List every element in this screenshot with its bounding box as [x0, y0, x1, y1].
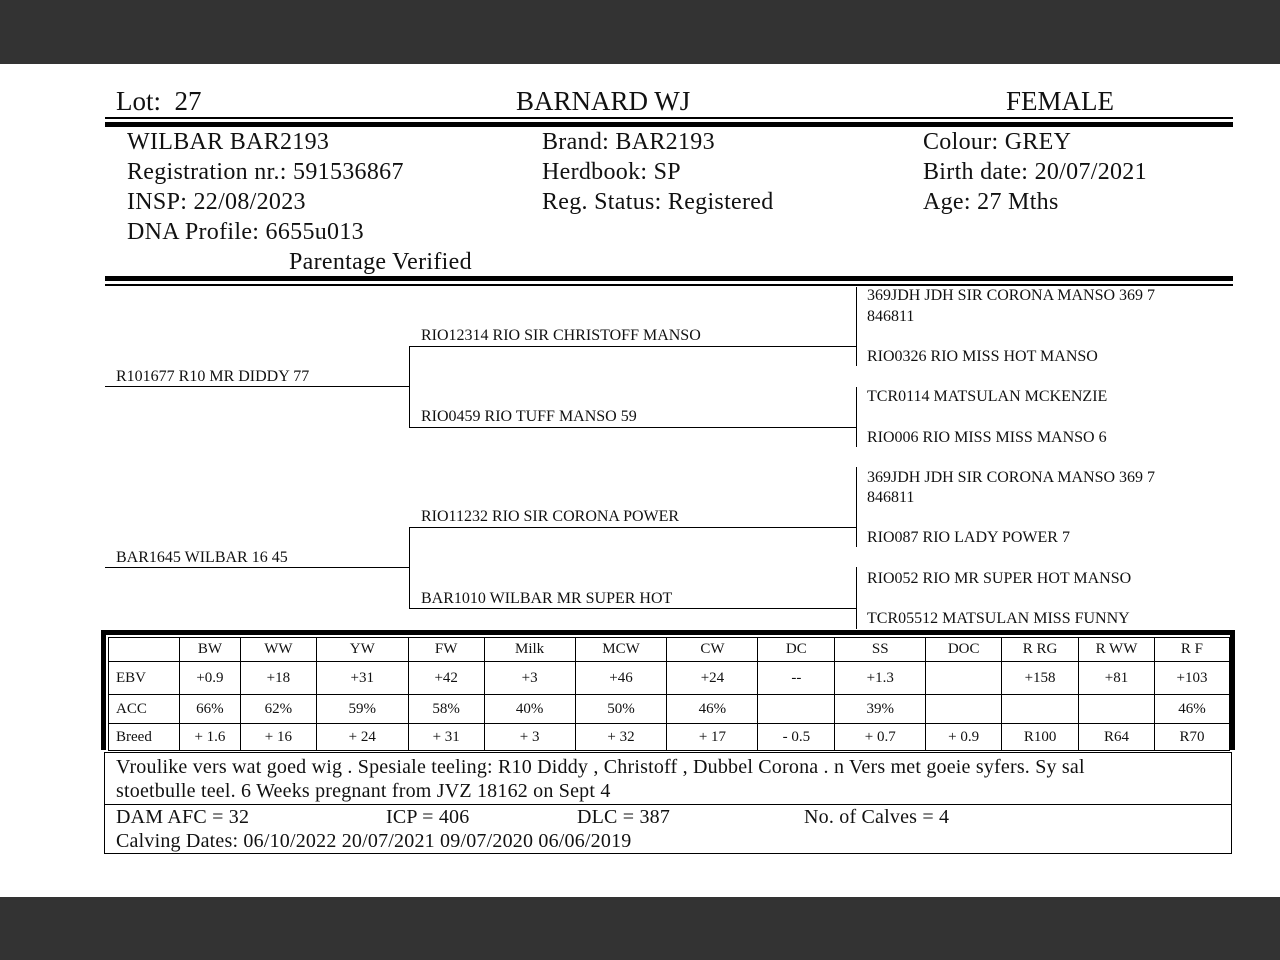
sex-label: FEMALE — [1006, 86, 1114, 116]
ped-line-dam-sire — [409, 527, 856, 528]
ped-vline-g2 — [856, 387, 857, 447]
col-header: WW — [240, 638, 316, 662]
table-cell: +3 — [484, 662, 575, 695]
details-rule-thick — [105, 276, 1233, 281]
header-rule-thick — [105, 122, 1233, 127]
table-cell: +24 — [667, 662, 758, 695]
dna-profile: DNA Profile: 6655u013 — [127, 219, 364, 245]
table-cell: + 0.9 — [926, 724, 1002, 751]
table-cell: R64 — [1079, 724, 1155, 751]
row-label: Breed — [109, 724, 180, 751]
bottom-dark-bar — [0, 897, 1280, 960]
parentage-status: Parentage Verified — [289, 249, 472, 275]
lot-number: 27 — [174, 86, 202, 116]
table-cell: +103 — [1154, 662, 1229, 695]
birth-date: Birth date: 20/07/2021 — [923, 159, 1147, 185]
icp: ICP = 406 — [386, 806, 470, 828]
dam: BAR1645 WILBAR 16 45 — [116, 549, 288, 566]
ped-vline-sire — [409, 346, 410, 427]
table-cell: +18 — [240, 662, 316, 695]
comment-line-2: stoetbulle teel. 6 Weeks pregnant from JVZ 18162 on Sept 4 — [116, 780, 611, 802]
ped-vline-g3 — [856, 467, 857, 547]
table-cell: +42 — [408, 662, 484, 695]
dlc: DLC = 387 — [577, 806, 671, 828]
ggp-3: TCR0114 MATSULAN MCKENZIE — [867, 388, 1108, 405]
table-cell: + 3 — [484, 724, 575, 751]
ggp-1-id: 846811 — [867, 308, 915, 325]
registration-number: Registration nr.: 591536867 — [127, 159, 404, 185]
col-header — [109, 638, 180, 662]
dam-dam: BAR1010 WILBAR MR SUPER HOT — [421, 590, 673, 607]
calving-dates: Calving Dates: 06/10/2022 20/07/2021 09/07/2020 06/06/2019 — [116, 830, 632, 852]
sire-dam: RIO0459 RIO TUFF MANSO 59 — [421, 408, 637, 425]
table-cell: + 16 — [240, 724, 316, 751]
ggp-8: TCR05512 MATSULAN MISS FUNNY — [867, 610, 1130, 627]
col-header: CW — [667, 638, 758, 662]
sire: R101677 R10 MR DIDDY 77 — [116, 368, 310, 385]
table-cell: + 17 — [667, 724, 758, 751]
table-cell: +46 — [575, 662, 667, 695]
ggp-1: 369JDH JDH SIR CORONA MANSO 369 7 — [867, 287, 1156, 304]
table-cell — [1079, 695, 1155, 724]
table-cell: 46% — [667, 695, 758, 724]
col-header: YW — [316, 638, 408, 662]
herdbook: Herdbook: SP — [542, 159, 681, 185]
ped-vline-g4 — [856, 567, 857, 629]
ggp-5-id: 846811 — [867, 489, 915, 506]
acc-row — [109, 695, 1230, 724]
top-dark-bar — [0, 0, 1280, 64]
ggp-5: 369JDH JDH SIR CORONA MANSO 369 7 — [867, 469, 1156, 486]
table-cell — [758, 695, 835, 724]
ped-line-sire-dam — [409, 427, 856, 428]
dam-sire: RIO11232 RIO SIR CORONA POWER — [421, 508, 680, 525]
header-rule-thin — [105, 117, 1233, 119]
col-header: R RG — [1002, 638, 1079, 662]
table-cell: +0.9 — [179, 662, 240, 695]
table-cell: 62% — [240, 695, 316, 724]
col-header: DOC — [926, 638, 1002, 662]
col-header: SS — [835, 638, 926, 662]
ggp-2: RIO0326 RIO MISS HOT MANSO — [867, 348, 1098, 365]
ped-line-dam-dam — [409, 608, 856, 609]
table-cell: + 24 — [316, 724, 408, 751]
age: Age: 27 Mths — [923, 189, 1059, 215]
table-cell: 66% — [179, 695, 240, 724]
col-header: BW — [179, 638, 240, 662]
table-cell: + 31 — [408, 724, 484, 751]
table-cell: + 1.6 — [179, 724, 240, 751]
table-cell: R100 — [1002, 724, 1079, 751]
comment-line-1: Vroulike vers wat goed wig . Spesiale teeling: R10 Diddy , Christoff , Dubbel Corona . n Vers met goeie syfers. Sy sal — [116, 756, 1085, 778]
ggp-7: RIO052 RIO MR SUPER HOT MANSO — [867, 570, 1132, 587]
table-cell — [926, 662, 1002, 695]
table-cell: 46% — [1154, 695, 1229, 724]
ped-line-sire-sire — [409, 346, 856, 347]
table-cell: 58% — [408, 695, 484, 724]
table-cell — [926, 695, 1002, 724]
col-header: DC — [758, 638, 835, 662]
lot-label-text: Lot: — [116, 86, 161, 116]
table-cell: + 0.7 — [835, 724, 926, 751]
table-cell: +31 — [316, 662, 408, 695]
col-header: FW — [408, 638, 484, 662]
sire-sire: RIO12314 RIO SIR CHRISTOFF MANSO — [421, 327, 701, 344]
lot-label — [116, 86, 202, 117]
colour: Colour: GREY — [923, 129, 1072, 155]
number-of-calves: No. of Calves = 4 — [804, 806, 950, 828]
ebv-table — [108, 637, 1230, 751]
row-label: ACC — [109, 695, 180, 724]
col-header: MCW — [575, 638, 667, 662]
ped-vline-g1 — [856, 287, 857, 366]
inspection-date: INSP: 22/08/2023 — [127, 189, 306, 215]
row-label: EBV — [109, 662, 180, 695]
details-rule-thin — [105, 284, 1233, 286]
ebv-header-row — [109, 638, 1230, 662]
table-cell — [1002, 695, 1079, 724]
table-cell: +81 — [1079, 662, 1155, 695]
table-cell: 50% — [575, 695, 667, 724]
breed-row — [109, 724, 1230, 751]
ggp-4: RIO006 RIO MISS MISS MANSO 6 — [867, 429, 1107, 446]
ped-line-dam — [105, 567, 409, 568]
col-header: Milk — [484, 638, 575, 662]
dam-afc: DAM AFC = 32 — [116, 806, 250, 828]
brand: Brand: BAR2193 — [542, 129, 715, 155]
ped-vline-dam — [409, 527, 410, 608]
table-cell: +158 — [1002, 662, 1079, 695]
table-cell: -- — [758, 662, 835, 695]
registration-status: Reg. Status: Registered — [542, 189, 774, 215]
ebv-row — [109, 662, 1230, 695]
comments-separator — [105, 804, 1232, 805]
breeder-name: BARNARD WJ — [516, 86, 691, 116]
animal-name: WILBAR BAR2193 — [127, 129, 330, 155]
table-cell: + 32 — [575, 724, 667, 751]
col-header: R F — [1154, 638, 1229, 662]
ggp-6: RIO087 RIO LADY POWER 7 — [867, 529, 1070, 546]
table-cell: +1.3 — [835, 662, 926, 695]
table-cell: 40% — [484, 695, 575, 724]
ped-line-sire — [105, 386, 409, 387]
col-header: R WW — [1079, 638, 1155, 662]
table-cell: - 0.5 — [758, 724, 835, 751]
table-cell: 39% — [835, 695, 926, 724]
table-cell: 59% — [316, 695, 408, 724]
table-cell: R70 — [1154, 724, 1229, 751]
